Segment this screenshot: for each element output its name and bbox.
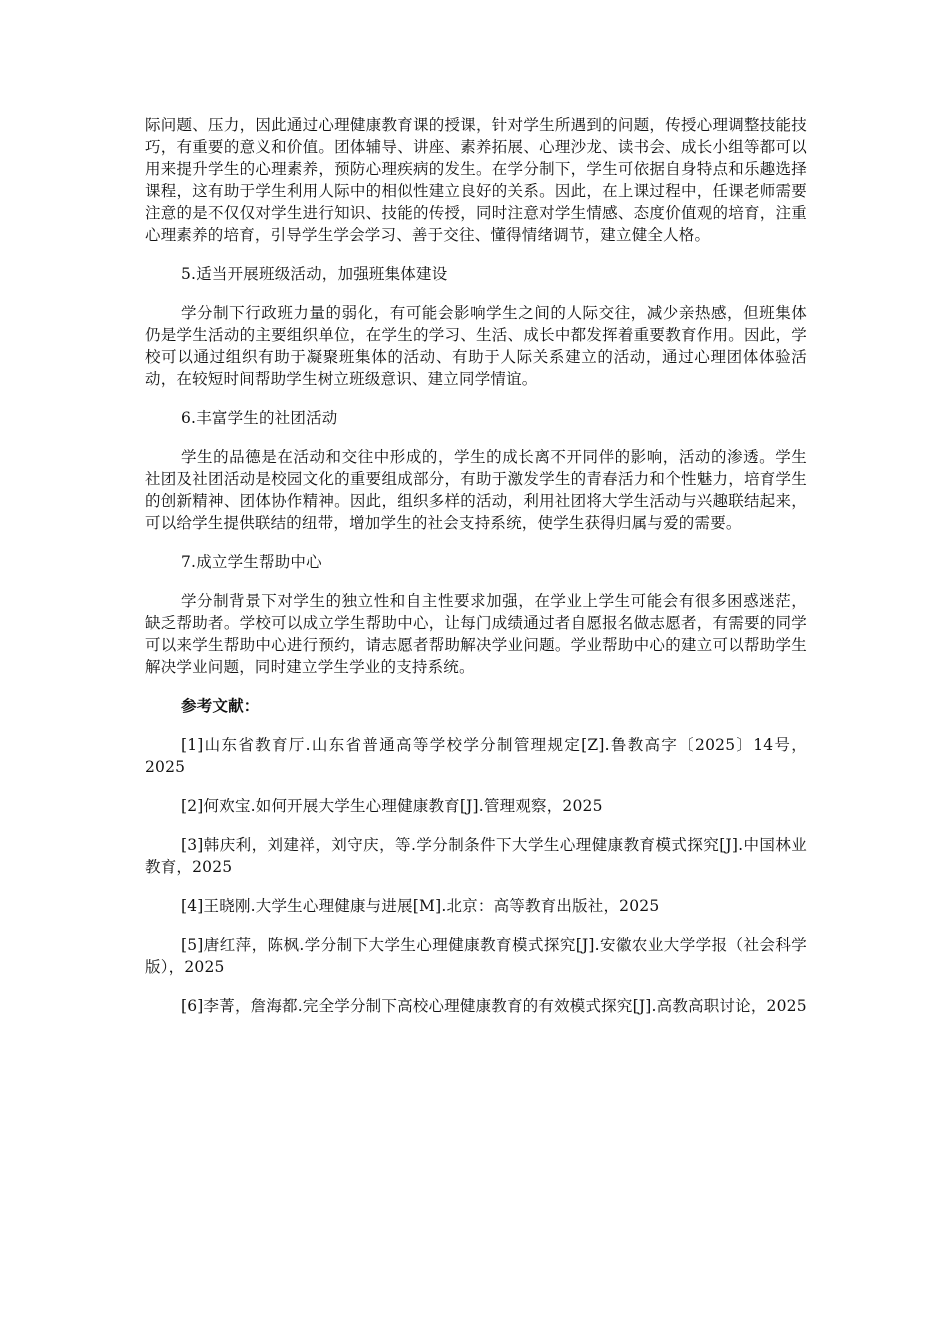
section-7-heading: 7.成立学生帮助中心 xyxy=(181,553,322,571)
section-5-heading: 5.适当开展班级活动，加强班集体建设 xyxy=(181,265,448,283)
section-5-paragraph: 学分制下行政班力量的弱化，有可能会影响学生之间的人际交往，减少亲热感，但班集体仍是学生活动的主要组织单位，在学生的学习、生活、成长中都发挥着重要教育作用。因此，学校可以通过组织有助于凝聚班集体的活动、有助于人际关系建立的活动，通过心理团体体验活动，在较短时间帮助学生树立班级意识、建立同学情谊。 xyxy=(145,304,807,388)
document-page xyxy=(145,114,807,1017)
reference-item-2: [2]何欢宝.如何开展大学生心理健康教育[J].管理观察，2025 xyxy=(181,797,603,815)
section-6-heading: 6.丰富学生的社团活动 xyxy=(181,409,338,427)
section-7-paragraph: 学分制背景下对学生的独立性和自主性要求加强，在学业上学生可能会有很多困惑迷茫，缺乏帮助者。学校可以成立学生帮助中心，让每门成绩通过者自愿报名做志愿者，有需要的同学可以来学生帮助中心进行预约，请志愿者帮助解决学业问题。学业帮助中心的建立可以帮助学生解决学业问题，同时建立学生学业的支持系统。 xyxy=(145,592,807,676)
section-6-paragraph: 学生的品德是在活动和交往中形成的，学生的成长离不开同伴的影响，活动的渗透。学生社团及社团活动是校园文化的重要组成部分，有助于激发学生的青春活力和个性魅力，培育学生的创新精神、团体协作精神。因此，组织多样的活动，利用社团将大学生活动与兴趣联结起来，可以给学生提供联结的纽带，增加学生的社会支持系统，使学生获得归属与爱的需要。 xyxy=(145,448,807,532)
intro-paragraph: 际问题、压力，因此通过心理健康教育课的授课，针对学生所遇到的问题，传授心理调整技能技巧，有重要的意义和价值。团体辅导、讲座、素养拓展、心理沙龙、读书会、成长小组等都可以用来提升学生的心理素养，预防心理疾病的发生。在学分制下，学生可依据自身特点和乐趣选择课程，这有助于学生利用人际中的相似性建立良好的关系。因此，在上课过程中，任课老师需要注意的是不仅仅对学生进行知识、技能的传授，同时注意对学生情感、态度价值观的培育，注重心理素养的培育，引导学生学会学习、善于交往、懂得情绪调节，建立健全人格。 xyxy=(145,116,807,244)
reference-item-5: [5]唐红萍，陈枫.学分制下大学生心理健康教育模式探究[J].安徽农业大学学报（社会科学版），2025 xyxy=(145,936,807,976)
reference-item-6: [6]李菁，詹海都.完全学分制下高校心理健康教育的有效模式探究[J].高教高职讨论，2025 xyxy=(181,997,807,1015)
reference-item-1: [1]山东省教育厅.山东省普通高等学校学分制管理规定[Z].鲁教高字〔2025〕14号，2025 xyxy=(145,736,807,776)
reference-item-4: [4]王晓刚.大学生心理健康与进展[M].北京：高等教育出版社，2025 xyxy=(181,897,660,915)
references-title: 参考文献： xyxy=(181,696,260,715)
reference-item-3: [3]韩庆利，刘建祥，刘守庆，等.学分制条件下大学生心理健康教育模式探究[J].中国林业教育，2025 xyxy=(145,836,807,876)
